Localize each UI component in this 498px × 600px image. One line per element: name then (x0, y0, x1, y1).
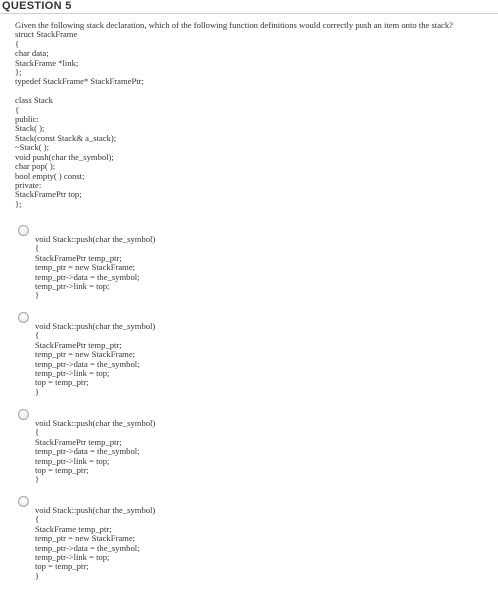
header-divider (0, 13, 498, 14)
radio-button[interactable] (18, 225, 29, 236)
option-code: void Stack::push(char the_symbol) { StackFrame temp_ptr; temp_ptr = new StackFrame; temp_ptr->data = the_symbol; temp_ptr->link = top; top = temp_ptr; } (35, 505, 156, 581)
question-text: Given the following stack declaration, which of the following function definitions would correctly push an item onto the stack? struct StackFrame { char data; StackFrame *link; }; typedef StackFrame* StackFramePtr; class Stack { public: Stack( ); Stack(const Stack& a_stack); ~Stack( ); void push(char the_symbol); char pop( ); bool empty( ) const; private: StackFramePtr top; }; (15, 20, 453, 209)
option-code: void Stack::push(char the_symbol) { StackFramePtr temp_ptr; temp_ptr = new StackFrame; temp_ptr->data = the_symbol; temp_ptr->link = top; top = temp_ptr; } (35, 321, 156, 397)
option-code: void Stack::push(char the_symbol) { StackFramePtr temp_ptr; temp_ptr->data = the_symbol; temp_ptr->link = top; top = temp_ptr; } (35, 418, 156, 485)
radio-button[interactable] (18, 312, 29, 323)
question-header: QUESTION 5 (2, 0, 72, 12)
radio-button[interactable] (18, 496, 29, 507)
option-code: void Stack::push(char the_symbol) { StackFramePtr temp_ptr; temp_ptr = new StackFrame; temp_ptr->data = the_symbol; temp_ptr->link = top; } (35, 234, 156, 301)
radio-button[interactable] (18, 409, 29, 420)
